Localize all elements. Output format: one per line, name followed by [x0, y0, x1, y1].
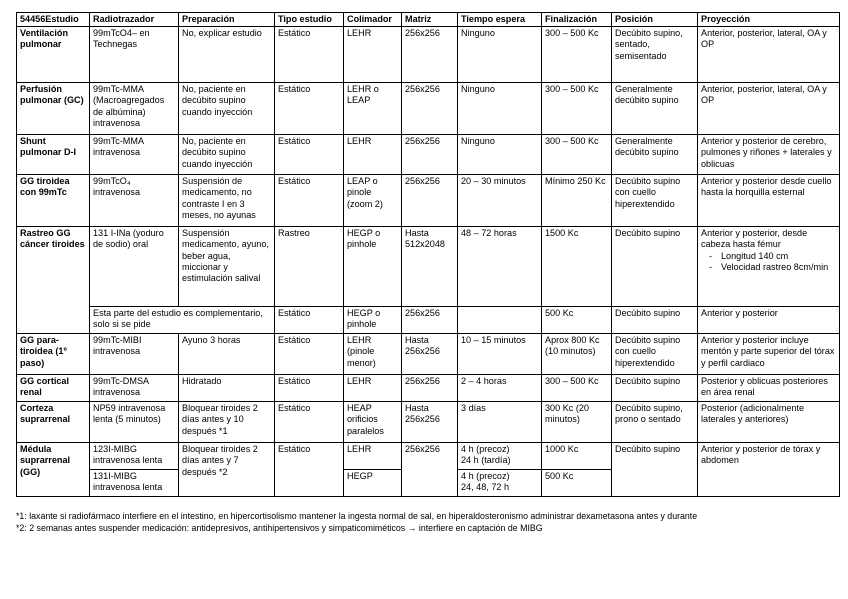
prep-cell: No, paciente en decúbito supino cuando inyección	[179, 135, 275, 175]
collimator-cell: LEHR	[344, 443, 402, 470]
projection-cell	[698, 227, 840, 307]
header-cell: Matriz	[402, 13, 458, 27]
end-cell: 500 Kc	[542, 307, 612, 334]
study-cell: Rastreo GG cáncer tiroides	[17, 227, 90, 334]
table-row	[17, 135, 840, 175]
end-cell: 300 – 500 Kc	[542, 135, 612, 175]
study-cell: Shunt pulmonar D-I	[17, 135, 90, 175]
prep-cell: Hidratado	[179, 375, 275, 402]
projection-cell: Posterior (adicionalmente laterales y anteriores)	[698, 402, 840, 443]
wait-cell: 2 – 4 horas	[458, 375, 542, 402]
position-cell: Decúbito supino	[612, 443, 698, 497]
table-row	[17, 402, 840, 443]
type-cell: Estático	[275, 307, 344, 334]
end-cell: 1500 Kc	[542, 227, 612, 307]
matrix-cell: Hasta 256x256	[402, 334, 458, 375]
type-cell: Estático	[275, 402, 344, 443]
wait-cell: 3 días	[458, 402, 542, 443]
type-cell: Estático	[275, 83, 344, 135]
type-cell: Estático	[275, 27, 344, 83]
wait-line: 24 h (tardía)	[461, 455, 511, 466]
type-cell: Rastreo	[275, 227, 344, 307]
matrix-cell: 256x256	[402, 27, 458, 83]
collimator-cell: LEHR o LEAP	[344, 83, 402, 135]
study-cell: GG tiroidea con 99mTc	[17, 175, 90, 227]
tracer-cell: 131 I-INa (yoduro de sodio) oral	[90, 227, 179, 307]
prep-cell: Bloquear tiroides 2 días antes y 7 después *2	[179, 443, 275, 497]
footnotes	[16, 510, 846, 534]
matrix-cell: Hasta 512x2048	[402, 227, 458, 307]
tracer-cell: 123I-MIBG intravenosa lenta	[90, 443, 179, 470]
projection-text: Anterior y posterior, desde cabeza hasta fémur	[701, 228, 808, 250]
matrix-cell: Hasta 256x256	[402, 402, 458, 443]
position-cell: Decúbito supino con cuello hiperextendido	[612, 175, 698, 227]
projection-cell: Anterior y posterior desde cuello hasta la horquilla esternal	[698, 175, 840, 227]
position-cell: Decúbito supino con cuello hiperextendido	[612, 334, 698, 375]
protocol-table	[16, 12, 840, 497]
position-cell: Decúbito supino, prono o sentado	[612, 402, 698, 443]
prep-cell: Suspensión medicamento, ayuno, beber agua, miccionar y estimulación salival	[179, 227, 275, 307]
tracer-cell: NP59 intravenosa lenta (5 minutos)	[90, 402, 179, 443]
header-cell: Tiempo espera	[458, 13, 542, 27]
table-row	[17, 227, 840, 307]
position-cell: Decúbito supino	[612, 375, 698, 402]
table-row	[17, 27, 840, 83]
header-cell: Proyección	[698, 13, 840, 27]
type-cell: Estático	[275, 375, 344, 402]
projection-cell: Anterior y posterior de cerebro, pulmones y riñones + laterales y oblicuas	[698, 135, 840, 175]
header-cell: Finalización	[542, 13, 612, 27]
collimator-cell: HEGP o pinhole	[344, 227, 402, 307]
type-cell: Estático	[275, 334, 344, 375]
matrix-cell: 256x256	[402, 175, 458, 227]
footnote: *2: 2 semanas antes suspender medicación: antidepresivos, antihipertensivos y simpaticomiméticos → interfiere en captación de MIBG	[16, 523, 543, 533]
end-cell: Aprox 800 Kc (10 minutos)	[542, 334, 612, 375]
header-row	[17, 13, 840, 27]
table-row	[17, 83, 840, 135]
tracer-cell: 99mTc-MMA (Macroagregados de albúmina) intravenosa	[90, 83, 179, 135]
wait-line: 4 h (precoz)	[461, 471, 510, 482]
end-cell: 300 Kc (20 minutos)	[542, 402, 612, 443]
projection-cell: Anterior, posterior, lateral, OA y OP	[698, 27, 840, 83]
matrix-cell: 256x256	[402, 307, 458, 334]
matrix-cell: 256x256	[402, 135, 458, 175]
end-cell: 300 – 500 Kc	[542, 27, 612, 83]
wait-cell: 48 – 72 horas	[458, 227, 542, 307]
end-cell: 300 – 500 Kc	[542, 375, 612, 402]
projection-cell: Anterior, posterior, lateral, OA y OP	[698, 83, 840, 135]
end-cell: 300 – 500 Kc	[542, 83, 612, 135]
wait-cell	[458, 443, 542, 470]
note-cell: Esta parte del estudio es complementario, solo si se pide	[90, 307, 275, 334]
type-cell: Estático	[275, 135, 344, 175]
end-cell: Mínimo 250 Kc	[542, 175, 612, 227]
study-cell: Corteza suprarrenal	[17, 402, 90, 443]
wait-cell: Ninguno	[458, 83, 542, 135]
projection-cell: Posterior y oblicuas posteriores en área renal	[698, 375, 840, 402]
list-item: - Velocidad rastreo 8cm/min	[713, 262, 836, 273]
study-cell: Médula suprarrenal (GG)	[17, 443, 90, 497]
table-row	[17, 307, 840, 334]
projection-cell: Anterior y posterior de tórax y abdomen	[698, 443, 840, 497]
tracer-cell: 99mTcO4– en Technegas	[90, 27, 179, 83]
collimator-cell: LEAP o pinole (zoom 2)	[344, 175, 402, 227]
tracer-cell: 131I-MIBG intravenosa lenta	[90, 470, 179, 497]
collimator-cell: LEHR	[344, 135, 402, 175]
footnote: *1: laxante si radiofármaco interfiere en el intestino, en hipercortisolismo mantener la ingesta normal de sal, en hiperaldosteronismo administrar dexametasona antes y durante	[16, 511, 698, 521]
collimator-cell: LEHR	[344, 27, 402, 83]
prep-cell: Ayuno 3 horas	[179, 334, 275, 375]
prep-cell: No, paciente en decúbito supino cuando inyección	[179, 83, 275, 135]
position-cell: Generalmente decúbito supino	[612, 83, 698, 135]
header-cell: Posición	[612, 13, 698, 27]
study-cell: Ventilación pulmonar	[17, 27, 90, 83]
study-cell: GG para-tiroidea (1º paso)	[17, 334, 90, 375]
prep-cell: Bloquear tiroides 2 días antes y 10 después *1	[179, 402, 275, 443]
matrix-cell: 256x256	[402, 83, 458, 135]
tracer-cell: 99mTcO₄ intravenosa	[90, 175, 179, 227]
matrix-cell: 256x256	[402, 375, 458, 402]
type-cell: Estático	[275, 175, 344, 227]
position-cell: Decúbito supino	[612, 227, 698, 307]
position-cell: Generalmente decúbito supino	[612, 135, 698, 175]
matrix-cell: 256x256	[402, 443, 458, 497]
study-cell: GG cortical renal	[17, 375, 90, 402]
table-row	[17, 375, 840, 402]
position-cell: Decúbito supino	[612, 307, 698, 334]
wait-cell: Ninguno	[458, 27, 542, 83]
header-cell: Radiotrazador	[90, 13, 179, 27]
header-cell: Preparación	[179, 13, 275, 27]
wait-line: 4 h (precoz)	[461, 444, 510, 455]
projection-cell: Anterior y posterior	[698, 307, 840, 334]
wait-line: 24, 48, 72 h	[461, 482, 510, 493]
end-cell: 1000 Kc	[542, 443, 612, 470]
prep-cell: Suspensión de medicamento, no contraste I en 3 meses, no ayunas	[179, 175, 275, 227]
tracer-cell: 99mTc-MMA intravenosa	[90, 135, 179, 175]
collimator-cell: HEGP	[344, 470, 402, 497]
table-row	[17, 175, 840, 227]
wait-cell: 20 – 30 minutos	[458, 175, 542, 227]
wait-cell: Ninguno	[458, 135, 542, 175]
collimator-cell: LEHR	[344, 375, 402, 402]
header-cell: 54456Estudio	[17, 13, 90, 27]
tracer-cell: 99mTc-MIBI intravenosa	[90, 334, 179, 375]
header-cell: Colimador	[344, 13, 402, 27]
wait-cell: 10 – 15 minutos	[458, 334, 542, 375]
wait-cell	[458, 470, 542, 497]
tracer-cell: 99mTc-DMSA intravenosa	[90, 375, 179, 402]
collimator-cell: LEHR (pinole menor)	[344, 334, 402, 375]
end-cell: 500 Kc	[542, 470, 612, 497]
projection-cell: Anterior y posterior incluye mentón y parte superior del tórax y perfil cardiaco	[698, 334, 840, 375]
collimator-cell: HEGP o pinhole	[344, 307, 402, 334]
projection-list	[701, 251, 836, 273]
position-cell: Decúbito supino, sentado, semisentado	[612, 27, 698, 83]
list-item: - Longitud 140 cm	[713, 251, 836, 262]
table-row	[17, 443, 840, 470]
prep-cell: No, explicar estudio	[179, 27, 275, 83]
table-row	[17, 334, 840, 375]
collimator-cell: HEAP orificios paralelos	[344, 402, 402, 443]
wait-cell	[458, 307, 542, 334]
header-cell: Tipo estudio	[275, 13, 344, 27]
study-cell: Perfusión pulmonar (GC)	[17, 83, 90, 135]
type-cell: Estático	[275, 443, 344, 497]
